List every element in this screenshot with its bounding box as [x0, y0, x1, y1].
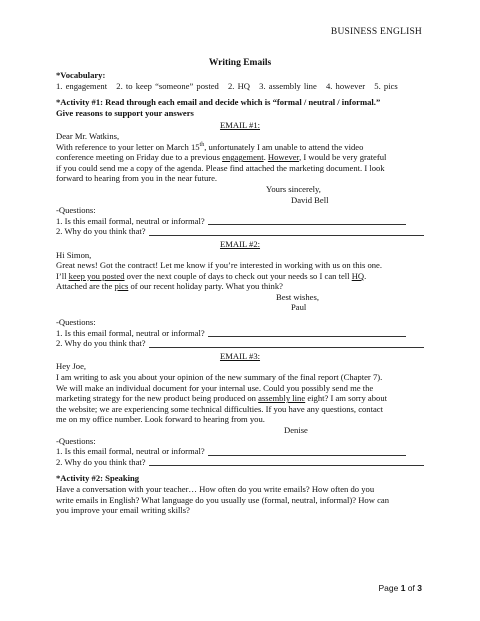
email3-greeting: Hey Joe,: [56, 361, 87, 372]
email2-label: EMAIL #2:: [219, 238, 261, 249]
vocab-underline: However: [267, 152, 300, 163]
email3-label: EMAIL #3:: [219, 350, 261, 361]
question-formality: 1. Is this email formal, neutral or informal?: [56, 328, 424, 339]
questions-heading: -Questions:: [56, 317, 96, 328]
email2-closing: Best wishes,: [276, 291, 319, 302]
email2-greeting: Hi Simon,: [56, 249, 92, 260]
vocab-item: 2. to keep “someone” posted: [116, 80, 219, 91]
vocabulary-heading: *Vocabulary:: [56, 70, 106, 80]
answer-line[interactable]: [149, 227, 424, 236]
document-body: [56, 70, 424, 516]
vocab-underline: pics: [114, 281, 129, 292]
vocab-item: 1. engagement: [56, 80, 108, 91]
page-number: Page 1 of 3: [378, 583, 422, 593]
question-formality: 1. Is this email formal, neutral or informal?: [56, 446, 424, 457]
email2-body: Great news! Got the contract! Let me know if you’re interested in working with us on this one. I’ll keep you posted over the next couple of days to check out your needs so I can tell HQ. Attached are the pics of our recent holiday party. What you think?: [56, 260, 383, 292]
vocab-underline: assembly line: [258, 393, 306, 404]
email1-greeting: Dear Mr. Watkins,: [56, 130, 120, 141]
answer-line[interactable]: [149, 339, 424, 348]
vocab-item: 3. assembly line: [259, 80, 317, 91]
email2-signature: Paul: [291, 302, 307, 313]
course-header: BUSINESS ENGLISH: [330, 27, 422, 37]
document-title: Writing Emails: [208, 58, 272, 68]
email3-body: I am writing to ask you about your opinion of the new summary of the final report (Chapter 7). We will make an individual document for your internal use. Could you possibly send me the marketing strategy for the new product being produced on assembly line eight? I am sorry about the website; we are experiencing some technical difficulties. If you have any questions, contact me on my office number. Look forward to hearing from you.: [56, 372, 388, 425]
answer-line[interactable]: [208, 216, 406, 225]
question-formality: 1. Is this email formal, neutral or informal?: [56, 216, 424, 227]
question-reason: 2. Why do you think that?: [56, 338, 424, 349]
activity1-heading-line1: *Activity #1: Read through each email and decide which is “formal / neutral / informal.”: [56, 97, 381, 108]
answer-line[interactable]: [208, 328, 406, 337]
answer-line[interactable]: [149, 457, 424, 466]
answer-line[interactable]: [208, 447, 406, 456]
vocab-underline: engagement: [222, 152, 264, 163]
activity1-heading-line2: Give reasons to support your answers: [56, 107, 194, 118]
vocab-item: 4. however: [325, 80, 366, 91]
activity2-heading: *Activity #2: Speaking: [56, 473, 140, 484]
questions-heading: -Questions:: [56, 435, 96, 446]
question-reason: 2. Why do you think that?: [56, 457, 424, 468]
vocabulary-list: [56, 81, 424, 92]
questions-heading: -Questions:: [56, 205, 96, 216]
vocab-underline: keep you posted: [68, 270, 125, 281]
vocab-underline: HQ: [351, 270, 365, 281]
question-reason: 2. Why do you think that?: [56, 226, 424, 237]
email1-label: EMAIL #1:: [219, 120, 261, 131]
activity1-heading: [56, 97, 424, 118]
email1-closing: Yours sincerely,: [266, 183, 321, 194]
vocab-item: 5. pics: [374, 80, 398, 91]
vocab-item: 2. HQ: [228, 80, 251, 91]
activity2-body: Have a conversation with your teacher… How often do you write emails? How often do you write emails in English? What language do you usually use (formal, neutral, informal)? How can you improve your email writing skills?: [56, 483, 389, 516]
email1-signature: David Bell: [291, 194, 329, 205]
email3-signature: Denise: [284, 425, 308, 435]
email1-body: With reference to your letter on March 15th, unfortunately I am unable to attend the video conference meeting on Friday due to a previous engagement. However, I would be very grateful if you could send me a copy of the agenda. Please find attached the marketing document. I look forward to hearing from you in the near future.: [56, 141, 387, 184]
